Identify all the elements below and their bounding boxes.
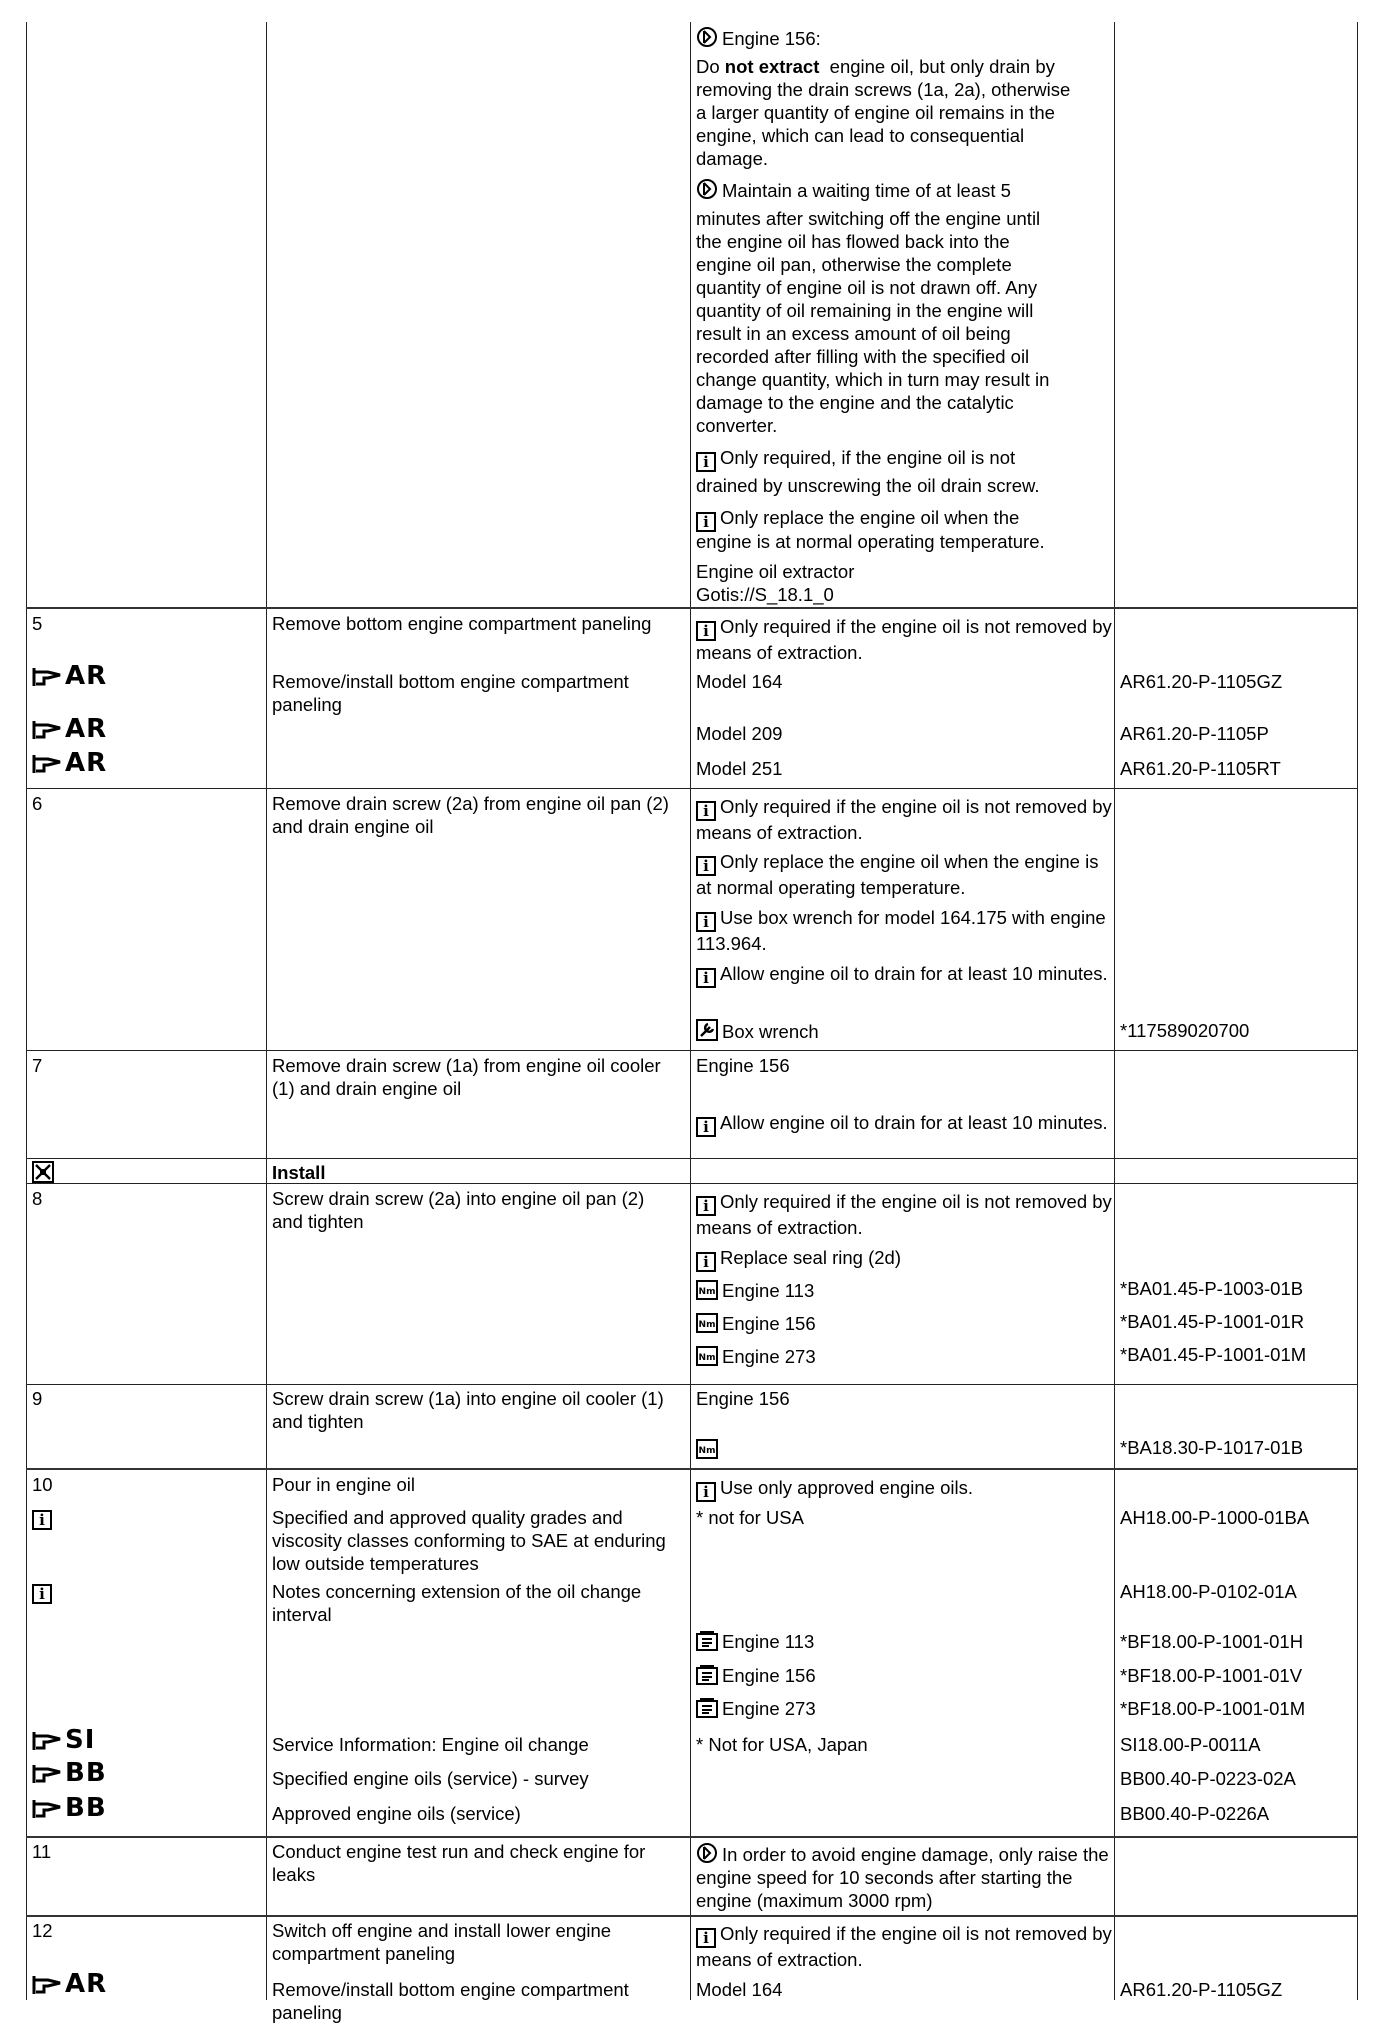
document-reference[interactable]: BB00.40-P-0226A: [1120, 1803, 1270, 1824]
document-reference[interactable]: SI18.00-P-0011A: [1120, 1734, 1261, 1755]
info-icon: i: [696, 1928, 716, 1948]
bb-link-mark[interactable]: BB: [32, 1762, 107, 1785]
info-icon: i: [696, 452, 716, 472]
info-icon: i: [696, 1196, 716, 1216]
info-icon: i: [696, 621, 716, 641]
warning-text-1-line: a larger quantity of engine oil remains in the: [696, 102, 1055, 123]
document-reference[interactable]: *BA01.45-P-1001-01M: [1120, 1344, 1307, 1365]
install-heading: Install: [272, 1162, 326, 1183]
torque-spec: [696, 1438, 1112, 1461]
step-number: 11: [32, 1841, 52, 1862]
info-icon: i: [696, 856, 716, 876]
extractor-link[interactable]: Gotis://S_18.1_0: [696, 584, 834, 605]
info-icon: i: [696, 912, 716, 932]
pointing-hand-icon: [32, 1798, 62, 1820]
info-marker: [32, 1504, 56, 1530]
info-note: i Use only approved engine oils.: [696, 1476, 1112, 1502]
row-divider: [26, 1915, 1358, 1917]
pointing-hand-icon: [32, 1974, 62, 1996]
pointing-hand-icon: [32, 1730, 62, 1752]
warning-text-2-line: the engine oil has flowed back into the: [696, 231, 1010, 252]
warning-note: In order to avoid engine damage, only raise the engine speed for 10 seconds after starting the engine (maximum 3000 rpm): [696, 1844, 1109, 1911]
step-description: Specified and approved quality grades and viscosity classes conforming to SAE at enduring low outside temperatures: [272, 1507, 666, 1574]
tool-reference[interactable]: *117589020700: [1120, 1020, 1250, 1041]
install-icon: [32, 1161, 54, 1183]
column-divider-3: [1114, 22, 1115, 2000]
document-reference[interactable]: *BF18.00-P-1001-01H: [1120, 1631, 1304, 1652]
torque-spec: Nm Engine 156: [696, 1312, 1112, 1335]
info-marker: [32, 1578, 56, 1604]
info-icon: i: [696, 968, 716, 988]
torque-icon: [696, 1313, 718, 1333]
document-reference[interactable]: *BF18.00-P-1001-01M: [1120, 1698, 1306, 1719]
info-note-line: drained by unscrewing the oil drain screw.: [696, 475, 1040, 496]
engine-label: Engine 156: [696, 1055, 790, 1076]
info-icon: i: [696, 512, 716, 532]
tool-item: Box wrench: [696, 1019, 1112, 1043]
model-label: Model 209: [696, 723, 783, 744]
pointing-hand-icon: [32, 719, 62, 741]
pointing-hand-icon: [32, 666, 62, 688]
note-text: * Not for USA, Japan: [696, 1734, 868, 1755]
document-reference[interactable]: AR61.20-P-1105P: [1120, 723, 1269, 744]
info-note: i Only required, if the engine oil is not: [696, 446, 1112, 472]
torque-spec: Nm Engine 273: [696, 1345, 1112, 1368]
warning-text-2-line: result in an excess amount of oil being: [696, 323, 1011, 344]
warning-text-2-line: change quantity, which in turn may result in: [696, 369, 1050, 390]
row-divider: [26, 1183, 1358, 1184]
step-description: Specified engine oils (service) - survey: [272, 1768, 589, 1789]
document-reference[interactable]: *BA01.45-P-1003-01B: [1120, 1278, 1304, 1299]
warning-text-1-line: engine, which can lead to consequential: [696, 125, 1025, 146]
info-note: i Only required if the engine oil is not removed by means of extraction.: [696, 796, 1112, 843]
document-reference[interactable]: AR61.20-P-1105RT: [1120, 758, 1281, 779]
info-note: i Allow engine oil to drain for at least 10 minutes.: [696, 962, 1112, 988]
step-description: Screw drain screw (2a) into engine oil pan (2) and tighten: [272, 1188, 645, 1232]
row-divider: [26, 1384, 1358, 1385]
step-description: Remove bottom engine compartment paneling: [272, 613, 652, 634]
doc-spec: Engine 156: [696, 1664, 1112, 1687]
info-icon: i: [32, 1510, 52, 1530]
model-label: Model 251: [696, 758, 783, 779]
step-number: 6: [32, 793, 43, 814]
warning-icon: [696, 26, 718, 48]
step-description: Switch off engine and install lower engine compartment paneling: [272, 1920, 612, 1964]
info-note: i Only required if the engine oil is not removed by means of extraction.: [696, 1191, 1112, 1238]
model-label: Model 164: [696, 1979, 783, 2000]
info-note: i Only replace the engine oil when the engine is at normal operating temperature.: [696, 851, 1099, 898]
warning-text-1-line: damage.: [696, 148, 768, 169]
info-note: i Only required if the engine oil is not removed by means of extraction.: [696, 1923, 1112, 1970]
install-section: [32, 1161, 54, 1188]
info-note: i Use box wrench for model 164.175 with engine 113.964.: [696, 907, 1106, 954]
step-description: Remove drain screw (2a) from engine oil pan (2) and drain engine oil: [272, 793, 669, 837]
step-description: Service Information: Engine oil change: [272, 1734, 589, 1755]
step-number: 10: [32, 1474, 53, 1495]
step-description: Conduct engine test run and check engine for leaks: [272, 1841, 646, 1885]
warning-text-2-line: engine oil pan, otherwise the complete: [696, 254, 1012, 275]
info-icon: i: [696, 801, 716, 821]
document-reference[interactable]: AR61.20-P-1105GZ: [1120, 1979, 1283, 2000]
warning-text-1: Do not extract engine oil, but only drain by: [696, 56, 1055, 77]
step-description: Pour in engine oil: [272, 1474, 415, 1495]
warning-text-2-line: converter.: [696, 415, 778, 436]
step-description: Remove/install bottom engine compartment paneling: [272, 671, 629, 715]
doc-spec: Engine 273: [696, 1697, 1112, 1720]
torque-icon: [696, 1280, 718, 1300]
info-note: i Allow engine oil to drain for at least 10 minutes.: [696, 1111, 1112, 1137]
torque-icon: [696, 1346, 718, 1366]
document-reference[interactable]: *BA01.45-P-1001-01R: [1120, 1311, 1305, 1332]
column-divider-1: [266, 22, 267, 2000]
doc-icon: [696, 1631, 718, 1651]
model-label: Model 164: [696, 671, 783, 692]
pointing-hand-icon: [32, 753, 62, 775]
engine-label: Engine 156: [696, 1388, 790, 1409]
step-description: Approved engine oils (service): [272, 1803, 521, 1824]
warning-text-1-line: removing the drain screws (1a, 2a), otherwise: [696, 79, 1071, 100]
info-icon: i: [696, 1252, 716, 1272]
info-note: i Replace seal ring (2d): [696, 1246, 1112, 1272]
step-number: 12: [32, 1920, 53, 1941]
torque-spec: Nm Engine 113: [696, 1279, 1112, 1302]
document-reference[interactable]: *BF18.00-P-1001-01V: [1120, 1665, 1303, 1686]
engine-156-heading: Engine 156:: [696, 26, 1112, 50]
step-description: Remove/install bottom engine compartment paneling: [272, 1979, 629, 2023]
info-note-line: engine is at normal operating temperature.: [696, 531, 1045, 552]
svg-text:Nm: Nm: [698, 1446, 716, 1456]
document-reference[interactable]: AH18.00-P-0102-01A: [1120, 1581, 1297, 1602]
warning-text-2-line: damage to the engine and the catalytic: [696, 392, 1014, 413]
doc-icon: [696, 1665, 718, 1685]
warning-text-2-line: quantity of oil remaining in the engine will: [696, 300, 1034, 321]
note-text: * not for USA: [696, 1507, 804, 1528]
warning-text-2-line: minutes after switching off the engine until: [696, 208, 1041, 229]
row-divider: [26, 1050, 1358, 1051]
warning-icon: [696, 178, 718, 200]
warning-icon: [696, 1842, 718, 1864]
row-divider: [26, 1158, 1358, 1159]
torque-icon: [696, 1439, 718, 1459]
step-number: 7: [32, 1055, 43, 1076]
svg-text:Nm: Nm: [698, 1287, 716, 1297]
doc-icon: [696, 1698, 718, 1718]
row-divider: [26, 607, 1358, 609]
info-icon: i: [696, 1117, 716, 1137]
table-border-right: [1357, 22, 1358, 2000]
svg-text:Nm: Nm: [698, 1353, 716, 1363]
extractor-label: Engine oil extractor: [696, 561, 855, 582]
ar-link-mark[interactable]: AR: [32, 752, 107, 775]
ar-link-mark[interactable]: AR: [32, 665, 107, 688]
ar-link-mark[interactable]: AR: [32, 1973, 107, 1996]
info-note: i Only replace the engine oil when the: [696, 506, 1112, 532]
document-reference[interactable]: AH18.00-P-1000-01BA: [1120, 1507, 1310, 1528]
step-description: Screw drain screw (1a) into engine oil cooler (1) and tighten: [272, 1388, 664, 1432]
svg-text:Nm: Nm: [698, 1320, 716, 1330]
table-border-left: [26, 22, 27, 2000]
step-description: Notes concerning extension of the oil change interval: [272, 1581, 642, 1625]
si-link-mark[interactable]: SI: [32, 1729, 95, 1752]
row-divider: [26, 788, 1358, 789]
document-reference[interactable]: AR61.20-P-1105GZ: [1120, 671, 1283, 692]
step-number: 9: [32, 1388, 43, 1409]
bb-link-mark[interactable]: BB: [32, 1797, 107, 1820]
ar-link-mark[interactable]: AR: [32, 718, 107, 741]
tool-icon: [696, 1019, 718, 1041]
column-divider-2: [690, 22, 691, 2000]
pointing-hand-icon: [32, 1763, 62, 1785]
step-number: 5: [32, 613, 43, 634]
doc-spec: Engine 113: [696, 1630, 1112, 1653]
info-icon: i: [696, 1482, 716, 1502]
row-divider: [26, 1836, 1358, 1838]
step-description: Remove drain screw (1a) from engine oil cooler (1) and drain engine oil: [272, 1055, 661, 1099]
warning-text-2: Maintain a waiting time of at least 5: [696, 178, 1112, 202]
warning-text-2-line: quantity of engine oil is not drawn off. Any: [696, 277, 1038, 298]
info-note: i Only required if the engine oil is not removed by means of extraction.: [696, 616, 1112, 663]
document-reference[interactable]: BB00.40-P-0223-02A: [1120, 1768, 1296, 1789]
document-reference[interactable]: *BA18.30-P-1017-01B: [1120, 1437, 1304, 1458]
warning-text-2-line: recorded after filling with the specified oil: [696, 346, 1030, 367]
row-divider: [26, 1468, 1358, 1470]
info-icon: i: [32, 1584, 52, 1604]
step-number: 8: [32, 1188, 43, 1209]
